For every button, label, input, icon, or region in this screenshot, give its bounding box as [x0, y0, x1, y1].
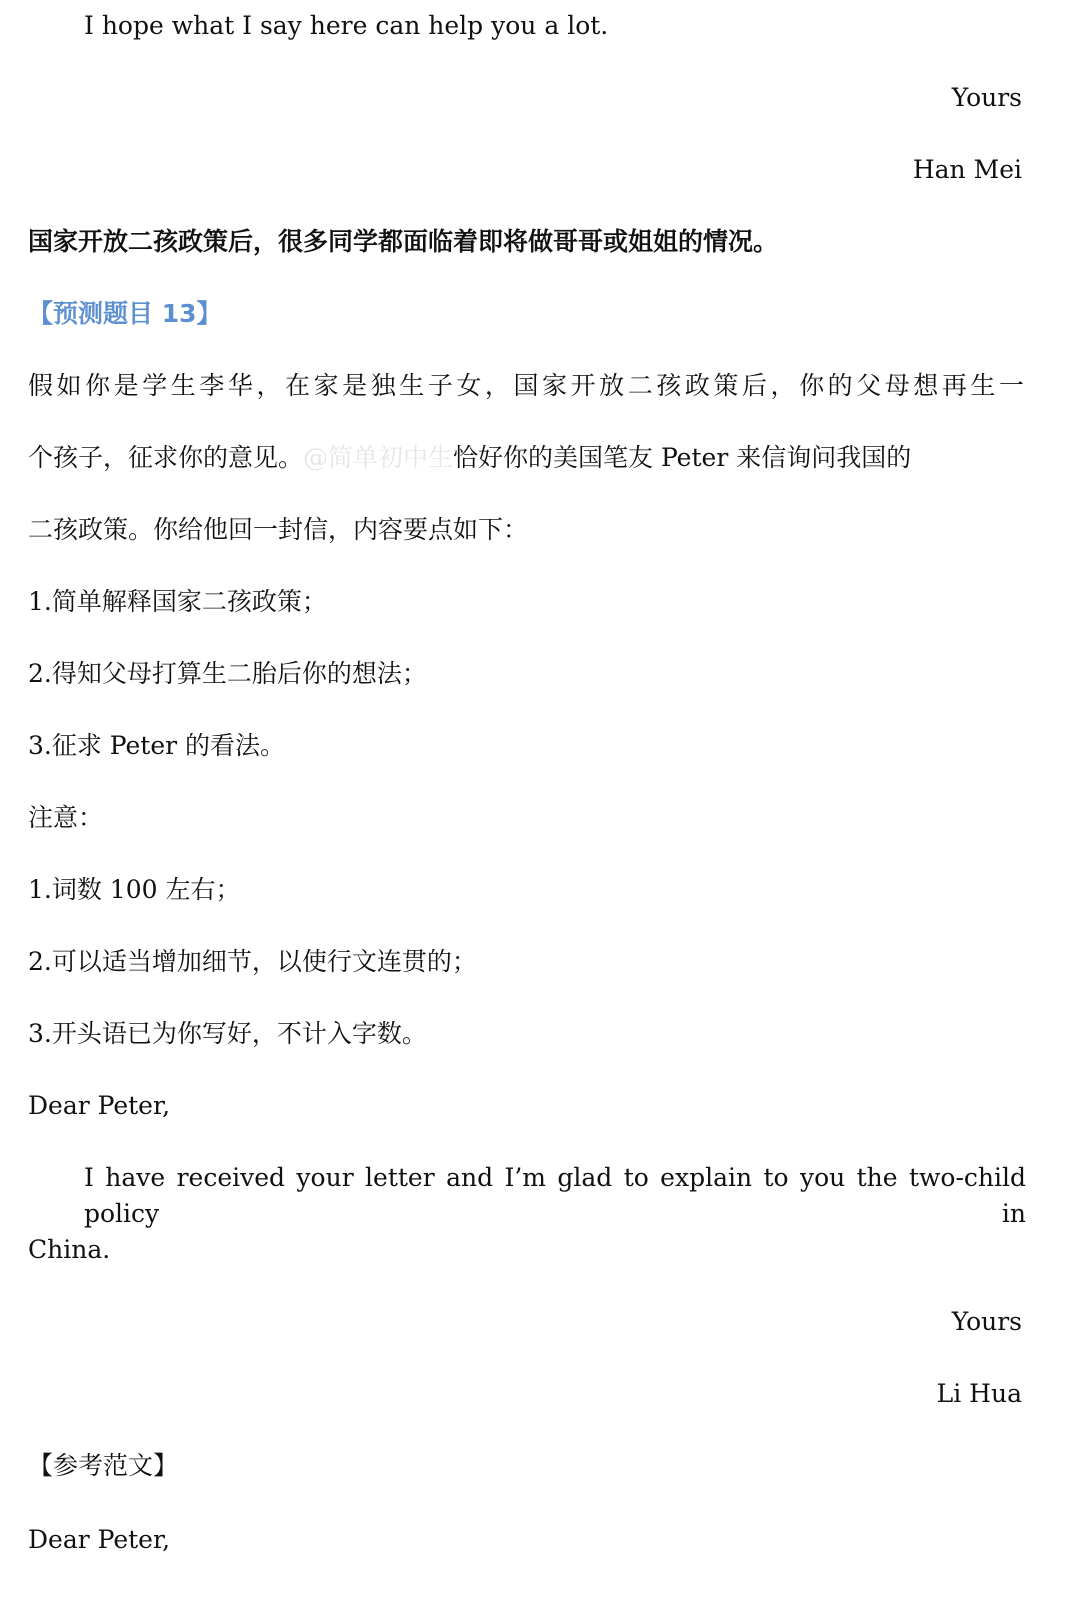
- topic-heading: 国家开放二孩政策后，很多同学都面临着即将做哥哥或姐姐的情况。: [28, 227, 779, 256]
- prompt-line-1: 假如你是学生李华，在家是独生子女，国家开放二孩政策后，你的父母想再生一: [28, 371, 1024, 400]
- prompt-line-3: 二孩政策。你给他回一封信，内容要点如下：: [28, 515, 529, 544]
- letter2-body-line-2: China.: [28, 1235, 111, 1264]
- watermark-text: @简单初中生: [303, 443, 454, 472]
- letter1-sign-off: Yours: [951, 83, 1022, 112]
- prompt-line-2-end: 恰好你的美国笔友 Peter 来信询问我国的: [453, 443, 912, 472]
- letter1-signature: Han Mei: [912, 155, 1022, 184]
- note-2: 2.可以适当增加细节，以使行文连贯的；: [28, 947, 477, 976]
- letter2-sign-off: Yours: [951, 1307, 1022, 1336]
- letter2-body-line-1: I have received your letter and I’m glad to explain to you the two-child policy in: [84, 1163, 1026, 1228]
- prediction-title: 【预测题目 13】: [28, 299, 222, 328]
- notes-label: 注意：: [28, 803, 104, 832]
- prompt-point-2: 2.得知父母打算生二胎后你的想法；: [28, 659, 427, 688]
- reference-greeting: Dear Peter,: [28, 1525, 171, 1554]
- prompt-line-2: [28, 440, 1024, 476]
- letter2-signature: Li Hua: [936, 1379, 1022, 1408]
- prompt-line-2-start: 个孩子，征求你的意见。: [28, 443, 304, 472]
- note-1: 1.词数 100 左右；: [28, 875, 241, 904]
- prompt-point-3: 3.征求 Peter 的看法。: [28, 731, 286, 760]
- letter1-closing-line: I hope what I say here can help you a lot.: [84, 11, 609, 40]
- letter2-greeting: Dear Peter,: [28, 1091, 171, 1120]
- reference-title: 【参考范文】: [28, 1451, 179, 1480]
- note-3: 3.开头语已为你写好，不计入字数。: [28, 1019, 427, 1048]
- prompt-point-1: 1.简单解释国家二孩政策；: [28, 587, 327, 616]
